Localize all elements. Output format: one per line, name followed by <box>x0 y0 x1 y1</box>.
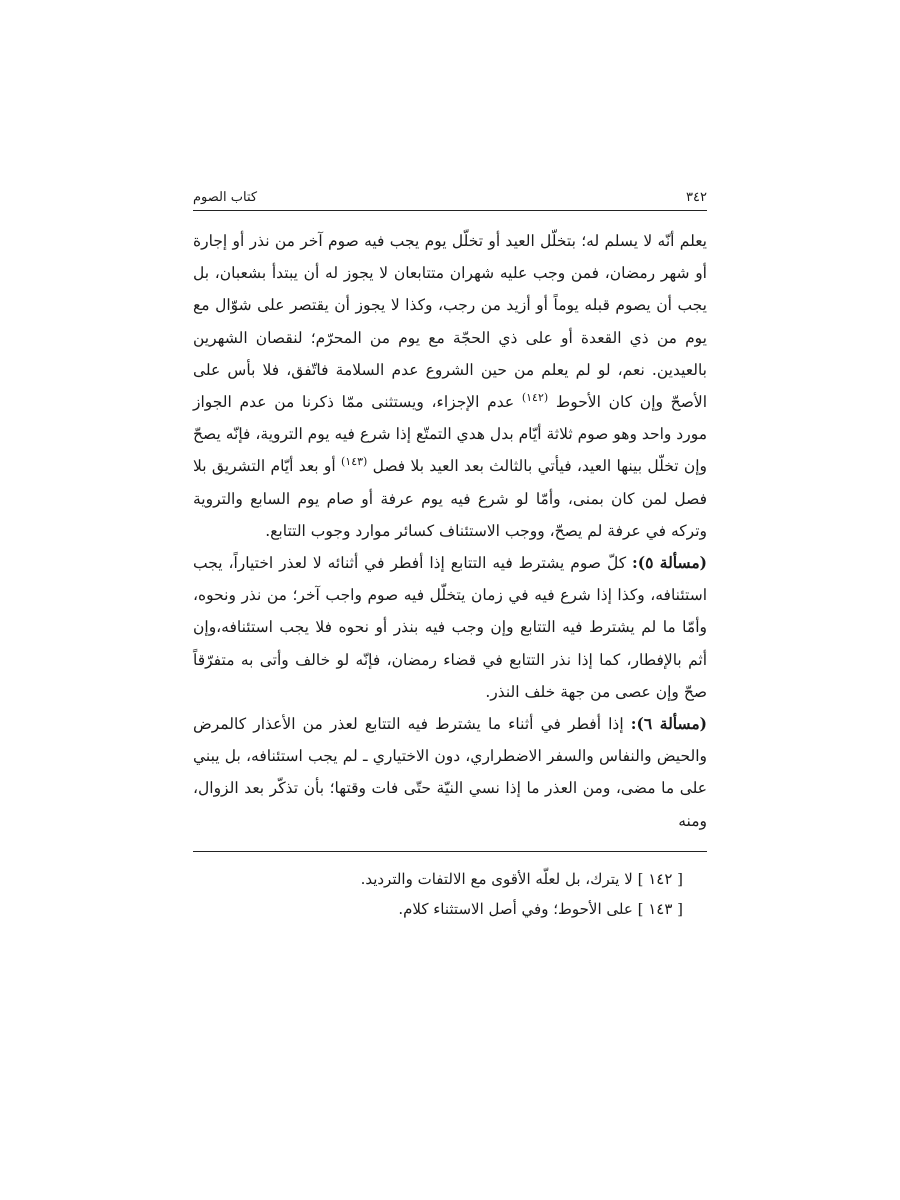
issue-5-label: (مسألة ٥): <box>632 553 707 573</box>
running-head <box>193 188 707 211</box>
footnote-143: [ ١٤٣ ] على الأحوط؛ وفي أصل الاستثناء كلام. <box>398 899 683 918</box>
footnote-reference-142[interactable]: (١٤٢) <box>521 390 549 404</box>
footnote-divider <box>193 851 707 852</box>
issue-5-text: كلّ صوم يشترط فيه التتابع إذا أفطر في أثنائه لا لعذر اختياراً، يجب استئنافه، وكذا إذا شرع فيه في زمان يتخلّل فيه صوم واجب آخر؛ من نذر ونحوه، وأمّا ما لم يشترط فيه التتابع وإن وجب فيه بنذر أو نحوه فلا يجب استئنافه،وإن أثم بالإفطار، كما إذا نذر التتابع في قضاء رمضان، فإنّه لو خالف وأتى به متفرّقاً صحّ وإن عصى من جهة خلف النذر. <box>193 554 707 701</box>
issue-6-text: إذا أفطر في أثناء ما يشترط فيه التتابع لعذر من الأعذار كالمرض والحيض والنفاس والسفر الاضطراري، دون الاختياري ـ لم يجب استئنافه، بل يبني على ما مضى، ومن العذر ما إذا نسي النيّة حتّى فات وقتها؛ بأن تذكّر بعد الزوال، ومنه <box>193 715 707 830</box>
issue-6-label: (مسألة ٦): <box>630 714 707 734</box>
paragraph-continuation <box>193 225 707 547</box>
footnotes <box>193 864 707 924</box>
footnote-reference-143[interactable]: (١٤٣) <box>341 455 368 469</box>
page-number: ٣٤٢ <box>686 190 707 205</box>
book-page <box>193 188 707 924</box>
book-title: كتاب الصوم <box>193 190 258 205</box>
issue-6-paragraph <box>193 708 707 837</box>
paragraph-text: عدم الإجزاء، ويستثنى ممّا ذكرنا من عدم الجواز مورد واحد وهو صوم ثلاثة أيّام بدل هدي التمتّع إذا شرع فيه يوم التروية، فإنّه يصحّ وإن تخلّل بينها العيد، فيأتي بالثالث بعد العيد بلا فصل <box>193 393 707 476</box>
paragraph-text: يعلم أنّه لا يسلم له؛ بتخلّل العيد أو تخلّل يوم يجب فيه صوم آخر من نذر أو إجارة أو شهر رمضان، فمن وجب عليه شهران متتابعان لا يجوز له أن يبتدأ بشعبان، بل يجب أن يصوم قبله يوماً أو أزيد من رجب، وكذا لا يجوز أن يقتصر على شوّال مع يوم من ذي القعدة أو على ذي الحجّة مع يوم من المحرّم؛ لنقصان الشهرين بالعيدين. نعم، لو لم يعلم من حين الشروع عدم السلامة فاتّفق، فلا بأس على الأصحّ وإن كان الأحوط <box>193 232 707 412</box>
paragraph-text: أو بعد أيّام التشريق بلا فصل لمن كان بمنى، وأمّا لو شرع فيه يوم عرفة أو صام يوم السابع والتروية وتركه في عرفة لم يصحّ، ووجب الاستئناف كسائر موارد وجوب التتابع. <box>193 457 707 540</box>
main-text <box>193 225 707 837</box>
footnote-142: [ ١٤٢ ] لا يترك، بل لعلّه الأقوى مع الالتفات والترديد. <box>360 869 683 888</box>
issue-5-paragraph <box>193 547 707 708</box>
